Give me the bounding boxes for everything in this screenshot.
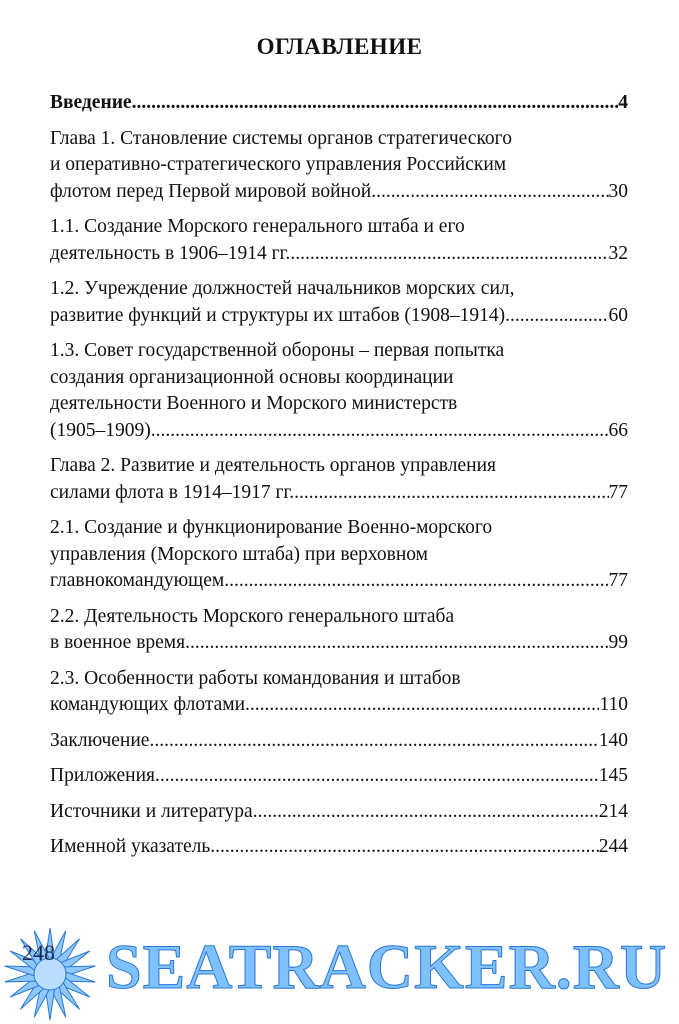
toc-page-number: 145 bbox=[598, 765, 628, 786]
sun-logo-icon bbox=[0, 918, 110, 1024]
toc-entry-line: управления (Морского штаба) при верховном bbox=[50, 543, 429, 565]
toc-page-number: 99 bbox=[608, 632, 628, 653]
toc-entry-line: 1.3. Совет государственной обороны – первая попытка bbox=[50, 340, 505, 361]
toc-entry-title: развитие функций и структуры их штабов (1908–1914) bbox=[50, 304, 506, 326]
dot-leader bbox=[294, 480, 608, 507]
toc-entry-line: деятельности Военного и Морского министерств bbox=[50, 393, 458, 414]
toc-entry-title: главнокомандующем bbox=[50, 570, 225, 591]
toc-entry-title: командующих флотами bbox=[50, 694, 246, 715]
toc-entry[interactable] bbox=[50, 90, 628, 117]
toc-entry[interactable] bbox=[50, 515, 628, 595]
toc-page-number: 60 bbox=[608, 304, 628, 326]
toc-entry[interactable] bbox=[50, 728, 628, 755]
toc-entry-title: в военное время bbox=[50, 632, 186, 653]
toc-page-number: 110 bbox=[599, 694, 628, 715]
toc-entry-title: Источники и литература bbox=[50, 800, 253, 822]
table-of-contents bbox=[50, 90, 628, 870]
toc-entry-title: силами флота в 1914–1917 гг. bbox=[50, 481, 295, 503]
toc-entry[interactable] bbox=[50, 338, 628, 444]
page-title: ОГЛАВЛЕНИЕ bbox=[256, 34, 423, 59]
toc-page-number: 30 bbox=[608, 180, 628, 202]
toc-page-number: 32 bbox=[608, 242, 628, 264]
toc-entry-line: 2.1. Создание и функционирование Военно-морского bbox=[50, 517, 493, 538]
dot-leader bbox=[132, 90, 619, 117]
toc-entry-line: Глава 1. Становление системы органов стратегического bbox=[50, 127, 512, 149]
toc-entry-title: Заключение bbox=[50, 729, 150, 751]
toc-entry-title: Именной указатель bbox=[50, 836, 211, 857]
toc-entry-line: создания организационной основы координации bbox=[50, 366, 454, 388]
dot-leader bbox=[224, 568, 608, 595]
toc-entry[interactable] bbox=[50, 214, 628, 267]
toc-entry[interactable] bbox=[50, 604, 628, 657]
toc-entry[interactable] bbox=[50, 453, 628, 506]
toc-entry-line: Глава 2. Развитие и деятельность органов управления bbox=[50, 455, 496, 476]
toc-page-number: 66 bbox=[608, 419, 628, 441]
toc-entry-title: флотом перед Первой мировой войной bbox=[50, 180, 372, 202]
toc-page-number: 77 bbox=[608, 570, 628, 591]
toc-entry-line: и оперативно-стратегического управления Российским bbox=[50, 154, 507, 175]
toc-entry[interactable] bbox=[50, 799, 628, 826]
toc-page-number: 244 bbox=[598, 836, 628, 857]
toc-entry[interactable] bbox=[50, 276, 628, 329]
toc-entry[interactable] bbox=[50, 763, 628, 790]
dot-leader bbox=[210, 834, 599, 861]
dot-leader bbox=[149, 728, 598, 755]
toc-entry[interactable] bbox=[50, 126, 628, 206]
watermark-text: SEATRACKER.RU bbox=[106, 931, 668, 1002]
toc-page-number: 214 bbox=[598, 800, 628, 822]
toc-page-number: 4 bbox=[618, 92, 628, 113]
toc-entry-line: 2.3. Особенности работы командования и штабов bbox=[50, 667, 461, 689]
toc-page-number: 140 bbox=[598, 729, 628, 751]
dot-leader bbox=[371, 179, 608, 206]
dot-leader bbox=[151, 418, 609, 445]
toc-entry-line: 1.2. Учреждение должностей начальников морских сил, bbox=[50, 278, 515, 299]
toc-entry-title: деятельность в 1906–1914 гг. bbox=[50, 242, 291, 264]
toc-entry-title: Приложения bbox=[50, 765, 155, 786]
toc-entry-line: 2.2. Деятельность Морского генерального штаба bbox=[50, 605, 455, 627]
toc-entry[interactable] bbox=[50, 834, 628, 861]
dot-leader bbox=[253, 799, 599, 826]
toc-entry-line: 1.1. Создание Морского генерального штаба и его bbox=[50, 216, 465, 237]
toc-entry-title: (1905–1909) bbox=[50, 419, 151, 441]
page-number: 248 bbox=[22, 940, 55, 965]
dot-leader bbox=[505, 303, 608, 330]
dot-leader bbox=[155, 763, 599, 790]
toc-page-number: 77 bbox=[608, 481, 628, 503]
dot-leader bbox=[290, 241, 608, 268]
dot-leader bbox=[185, 630, 608, 657]
toc-entry[interactable] bbox=[50, 666, 628, 719]
dot-leader bbox=[245, 692, 599, 719]
toc-entry-title: Введение bbox=[50, 92, 132, 113]
